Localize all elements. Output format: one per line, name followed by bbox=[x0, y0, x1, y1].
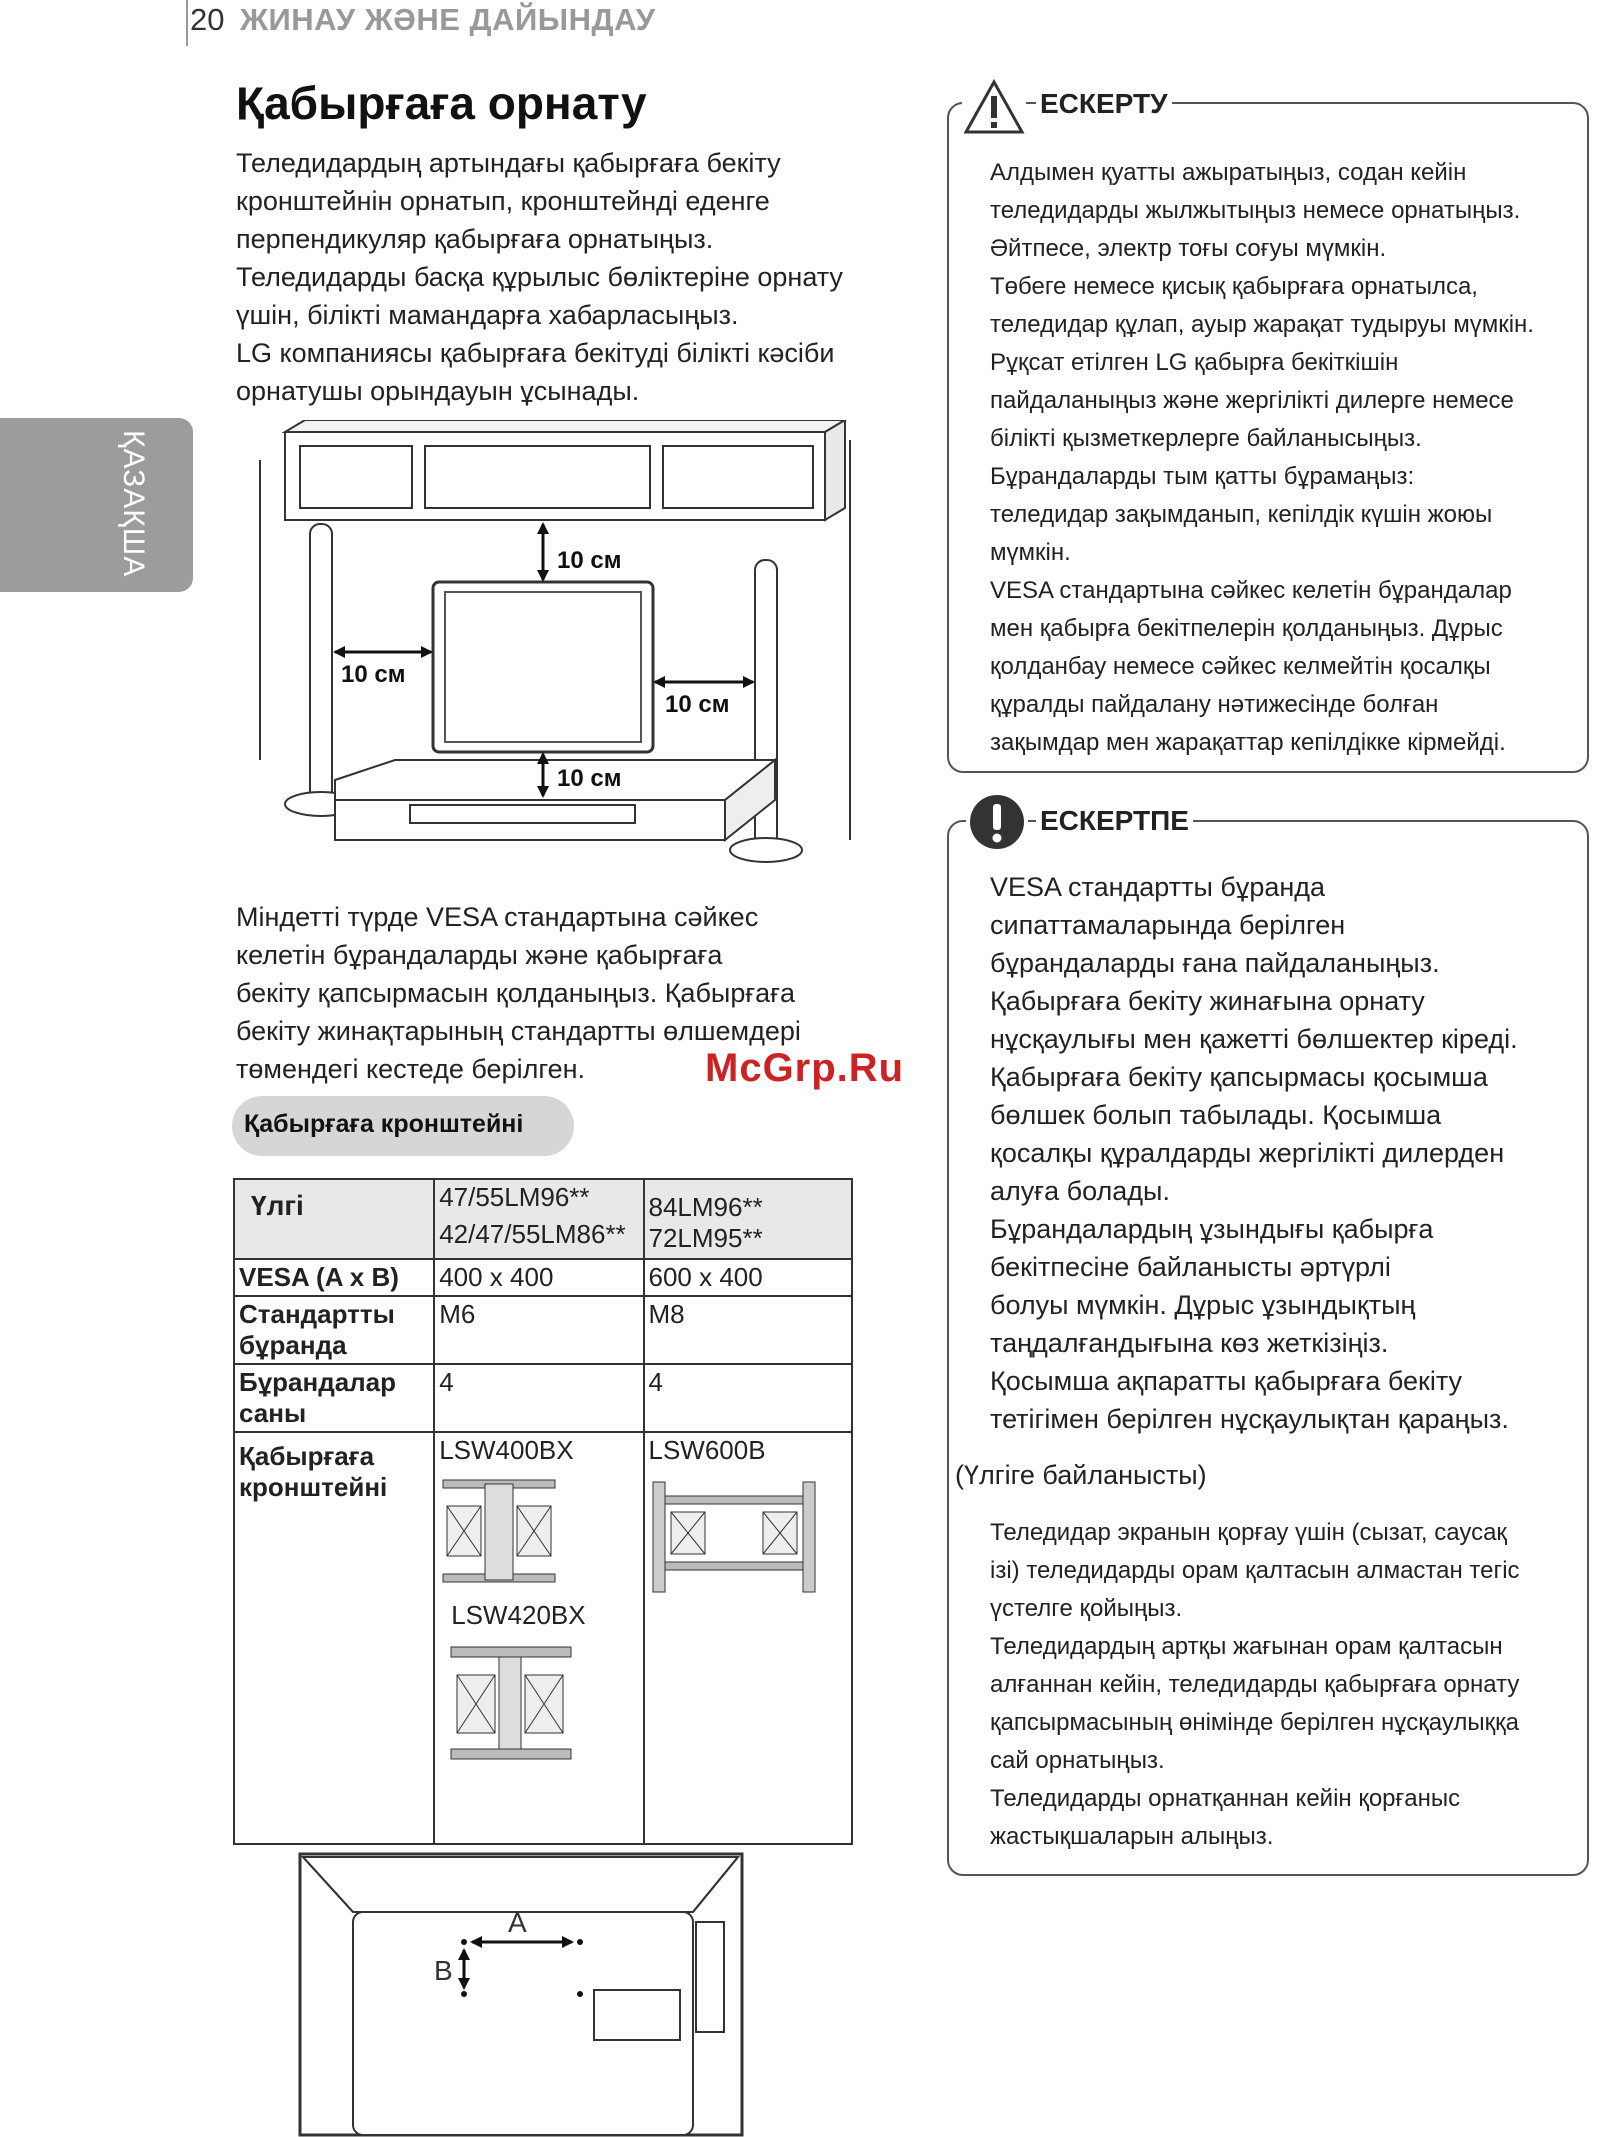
bracket-lsw600b-image bbox=[649, 1476, 819, 1596]
exclamation-circle-icon bbox=[966, 791, 1028, 853]
intro-paragraph: Теледидардың артындағы қабырғаға бекіту кронштейнін орнатып, кронштейнді еденге перпендикуляр қабырғаға орнатыңыз. Теледидарды басқа құрылыс бөліктеріне орнату үшін, білікті мамандарға хабарласыңыз. LG компаниясы қабырғаға бекітуді білікті кәсіби орнатушы орындауын ұсынады. bbox=[236, 148, 843, 406]
a-label: A bbox=[508, 1907, 527, 1938]
left-speaker bbox=[310, 524, 332, 804]
screw-count-header: Бұрандалар саны bbox=[234, 1364, 434, 1432]
bracket-lsw420bx-image bbox=[439, 1641, 579, 1769]
caution-text: Алдымен қуатты ажыратыңыз, содан кейін теледидарды жылжытыңыз немесе орнатыңыз. Әйтпесе, электр тоғы соғуы мүмкін. Төбеге немесе қисық қабырғаға орнатылса, теледидар құлап, ауыр жарақат тудыруы мүмкін. Рұқсат етілген LG қабырға бекіткішін пайдаланыңыз және жергілікті дилерге немесе білікті қызметкерлерге байланысыңыз. Бұрандаларды тым қатты бұрамаңыз: теледидар зақымданып, кепілдік күшін жоюы мүмкін. VESA стандартына сәйкес келетін бұрандалар мен қабырға бекітпелерін қолданыңыз. Дұрыс қолданбау немесе сәйкес келмейтін қосалқы құралды пайдалану нәтижесінде болған зақымдар мен жарақаттар кепілдікке кірмейді. bbox=[990, 159, 1534, 756]
bottom-clearance-label: 10 см bbox=[557, 765, 622, 792]
model-col-2-line-1: 84LM96** bbox=[648, 1192, 763, 1222]
vesa-header: VESA (A x B) bbox=[234, 1259, 434, 1296]
bracket-cell-1 bbox=[434, 1432, 643, 1844]
section-title: Қабырғаға орнату bbox=[236, 77, 647, 129]
model-col-2-line-2: 72LM95** bbox=[648, 1223, 763, 1253]
table-row bbox=[234, 1364, 852, 1432]
screw-header: Стандартты бұранда bbox=[234, 1296, 434, 1364]
watermark: McGrp.Ru bbox=[705, 1046, 905, 1090]
table-row bbox=[234, 1179, 852, 1259]
bracket-model-lsw420bx: LSW420BX bbox=[451, 1600, 586, 1630]
bracket-model-lsw400bx: LSW400BX bbox=[439, 1435, 574, 1465]
note-text-secondary: Теледидар экранын қорғау үшін (сызат, саусақ ізі) теледидарды орам қалтасын алмастан тегіс үстелге қойыңыз. Теледидардың артқы жағынан орам қалтасын алғаннан кейін, теледидарды қабырғаға орнату қапсырмасының өнімінде берілген нұсқаулыққа сай орнатыңыз. Теледидарды орнатқаннан кейін қорғаныс жастықшаларын алыңыз. bbox=[990, 1519, 1520, 1850]
model-col-1-line-2: 42/47/55LM86** bbox=[439, 1219, 626, 1249]
warning-triangle-icon bbox=[962, 78, 1026, 136]
table-row bbox=[234, 1432, 852, 1844]
note-text: VESA стандартты бұранда сипаттамаларында берілген бұрандаларды ғана пайдаланыңыз. Қабырғаға бекіту жинағына орнату нұсқаулығы мен қажетті бөлшектер кіреді. Қабырғаға бекіту қапсырмасы қосымша бөлшек болып табылады. Қосымша қосалқы құралдарды жергілікті дилерден алуға болады. Бұрандалардың ұзындығы қабырға бекітпесіне байланысты әртүрлі болуы мүмкін. Дұрыс ұзындықтың таңдалғандығына көз жеткізіңіз. Қосымша ақпаратты қабырғаға бекіту тетігімен берілген нұсқаулықтан қараңыз. bbox=[990, 872, 1518, 1434]
bracket-lsw400bx-image bbox=[439, 1476, 559, 1588]
bracket-label: Қабырғаға кронштейні bbox=[244, 1110, 524, 1138]
tv-screen bbox=[445, 592, 641, 742]
model-col-1-line-1: 47/55LM96** bbox=[439, 1182, 590, 1212]
tv-back-side-port bbox=[696, 1922, 724, 2032]
table-row bbox=[234, 1296, 852, 1364]
bracket-model-lsw600b: LSW600B bbox=[648, 1435, 766, 1465]
screw-value-2: M8 bbox=[644, 1296, 853, 1364]
wall-clearance-diagram bbox=[255, 420, 855, 890]
chapter-title: ЖИНАУ ЖӘНЕ ДАЙЫНДАУ bbox=[240, 2, 656, 37]
vesa-paragraph: Міндетті түрде VESA стандартына сәйкес келетін бұрандаларды және қабырғаға бекіту қапсырмасын қолданыңыз. Қабырғаға бекіту жинақтарының стандартты өлшемдері төмендегі кестеде берілген. bbox=[236, 902, 801, 1084]
wall-bracket-spec-table bbox=[233, 1178, 853, 1845]
tv-back-vesa-diagram bbox=[298, 1852, 744, 2137]
left-clearance-label: 10 см bbox=[341, 661, 406, 688]
screw-count-1: 4 bbox=[434, 1364, 643, 1432]
header-divider bbox=[186, 0, 188, 46]
model-col-2 bbox=[644, 1179, 853, 1259]
right-clearance-label: 10 см bbox=[665, 691, 730, 718]
screw-value-1: M6 bbox=[434, 1296, 643, 1364]
tv-stand-top bbox=[335, 760, 775, 800]
tv-back-terminal bbox=[594, 1990, 680, 2040]
screw-count-2: 4 bbox=[644, 1364, 853, 1432]
bracket-header: Қабырғаға кронштейні bbox=[234, 1432, 434, 1844]
caution-title: ЕСКЕРТУ bbox=[1036, 88, 1172, 120]
vesa-value-2: 600 x 400 bbox=[644, 1259, 853, 1296]
top-clearance-label: 10 см bbox=[557, 547, 622, 574]
cabinet-side bbox=[825, 420, 845, 520]
table-row bbox=[234, 1259, 852, 1296]
cabinet-top bbox=[285, 420, 845, 432]
bracket-cell-2 bbox=[644, 1432, 853, 1844]
model-col-1 bbox=[434, 1179, 643, 1259]
vesa-value-1: 400 x 400 bbox=[434, 1259, 643, 1296]
language-label: ҚАЗАҚША bbox=[117, 430, 150, 578]
model-dependent-note: (Үлгіге байланысты) bbox=[955, 1460, 1207, 1490]
model-header: Үлгі bbox=[234, 1179, 434, 1259]
language-side-tab bbox=[0, 418, 193, 592]
right-speaker-base bbox=[730, 838, 802, 862]
b-label: B bbox=[434, 1955, 453, 1986]
note-title: ЕСКЕРТПЕ bbox=[1036, 805, 1193, 837]
page-number: 20 bbox=[190, 2, 225, 37]
